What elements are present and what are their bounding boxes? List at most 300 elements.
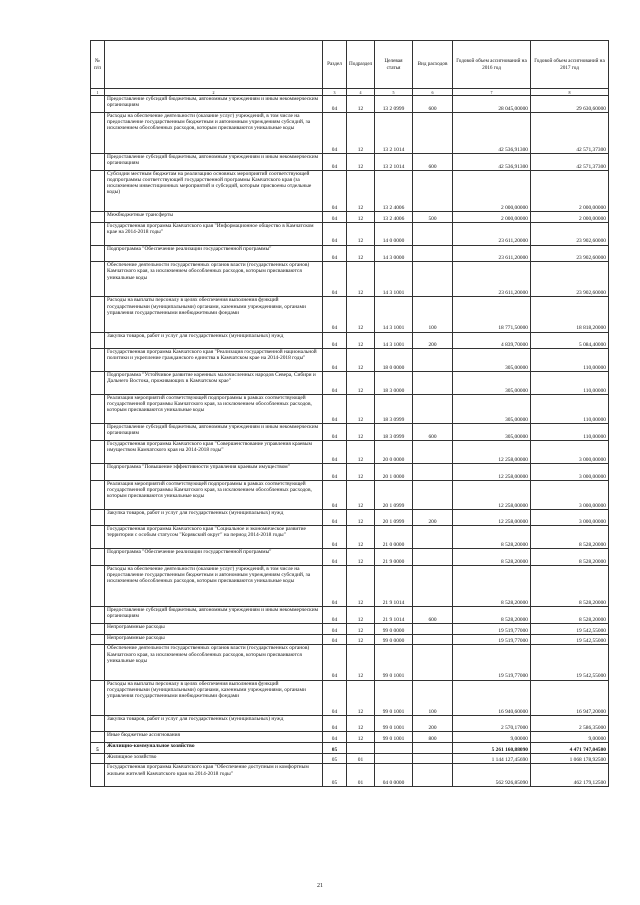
row-amount-2016: 18 771,50000 [453,297,531,332]
row-number: 5 [91,743,105,754]
row-amount-2016: 1 144 127,45690 [453,753,531,764]
row-target-article: 99 0 1001 [375,715,413,732]
row-amount-2016: 23 611,20000 [453,262,531,297]
row-podrazdel: 12 [347,732,375,743]
row-description: Расходы на выплаты персоналу в целях обеспечения выполнения функций государственными (муниципальными) органами, казенными учреждениями, органами управления государственными внебюджетными фондами [105,297,323,332]
column-number: 5 [375,89,413,96]
row-amount-2016: 42 536,91300 [453,112,531,153]
row-expense-type: 200 [413,509,453,526]
row-expense-type [413,395,453,424]
table-row [91,245,609,262]
row-expense-type: 600 [413,153,453,170]
column-number: 8 [531,89,609,96]
row-expense-type [413,645,453,680]
row-amount-2017: 4 471 747,04500 [531,743,609,754]
row-target-article: 21 9 1014 [375,566,413,607]
row-razdel: 04 [323,509,347,526]
row-razdel: 04 [323,715,347,732]
header-target-article: Целевая статья [375,41,413,89]
row-razdel: 04 [323,680,347,715]
row-podrazdel: 12 [347,715,375,732]
row-razdel: 04 [323,732,347,743]
row-number [91,764,105,787]
table-row [91,424,609,441]
table-row [91,634,609,645]
row-expense-type [413,480,453,509]
row-podrazdel: 12 [347,566,375,607]
row-razdel: 04 [323,297,347,332]
row-description: Расходы на выплаты персоналу в целях обеспечения выполнения функций государственными (муниципальными) органами, казенными учреждениями, органами управления государственными внебюджетными фондами [105,680,323,715]
row-amount-2017: 42 571,37300 [531,153,609,170]
row-number [91,732,105,743]
row-number [91,297,105,332]
row-number [91,332,105,349]
row-amount-2016: 5 261 160,88090 [453,743,531,754]
table-header-row [91,41,609,89]
row-razdel: 04 [323,153,347,170]
row-expense-type: 100 [413,680,453,715]
row-expense-type: 200 [413,332,453,349]
row-amount-2017: 3 000,00000 [531,463,609,480]
row-amount-2016: 2 000,00000 [453,211,531,222]
row-razdel: 04 [323,372,347,395]
row-podrazdel: 12 [347,624,375,635]
row-target-article: 18 3 0999 [375,395,413,424]
row-razdel: 05 [323,743,347,754]
table-row [91,607,609,624]
row-amount-2017: 2 000,00000 [531,211,609,222]
row-target-article: 13 2 1014 [375,153,413,170]
table-row [91,153,609,170]
table-row [91,680,609,715]
column-number: 6 [413,89,453,96]
row-amount-2016: 19 519,77000 [453,645,531,680]
row-amount-2016: 12 258,00000 [453,509,531,526]
table-row [91,764,609,787]
row-description: Государственная программа Камчатского края "Совершенствование управления краевым имуществом Камчатского края на 2014-2018 годы" [105,440,323,463]
table-row [91,211,609,222]
page-number: 21 [317,883,323,889]
row-number [91,262,105,297]
row-number [91,440,105,463]
row-amount-2017: 1 068 178,92500 [531,753,609,764]
table-row [91,743,609,754]
table-row [91,526,609,549]
column-number: 1 [91,89,105,96]
table-row [91,222,609,245]
row-target-article: 99 0 1001 [375,680,413,715]
row-amount-2016: 2 570,17000 [453,715,531,732]
row-description: Иные бюджетные ассигнования [105,732,323,743]
row-number [91,753,105,764]
row-number [91,715,105,732]
row-amount-2017: 110,00000 [531,372,609,395]
row-podrazdel: 12 [347,349,375,372]
row-amount-2017: 19 542,55000 [531,624,609,635]
row-description: Предоставление субсидий бюджетным, автономным учреждениям и иным некоммерческим организациям [105,153,323,170]
row-amount-2017: 2 586,35000 [531,715,609,732]
row-target-article [375,743,413,754]
table-row [91,480,609,509]
row-podrazdel: 12 [347,297,375,332]
row-amount-2016: 23 611,20000 [453,222,531,245]
row-description: Жилищное хозяйство [105,753,323,764]
row-expense-type [413,112,453,153]
row-amount-2017: 19 542,55000 [531,645,609,680]
row-expense-type [413,624,453,635]
row-amount-2016: 4 839,70000 [453,332,531,349]
row-number [91,645,105,680]
row-amount-2017: 462 179,12500 [531,764,609,787]
row-podrazdel: 12 [347,395,375,424]
row-description: Подпрограмма "Обеспечение реализации государственной программы" [105,549,323,566]
header-amount-2016: Годовой объем ассигнований на 2016 год [453,41,531,89]
table-row [91,297,609,332]
row-amount-2017: 29 630,60000 [531,96,609,113]
row-podrazdel: 01 [347,753,375,764]
row-number [91,222,105,245]
header-amount-2017: Годовой объем ассигнований на 2017 год [531,41,609,89]
row-podrazdel: 12 [347,634,375,645]
row-expense-type [413,463,453,480]
row-amount-2016: 8 528,20000 [453,607,531,624]
row-number [91,549,105,566]
row-amount-2017: 3 000,00000 [531,480,609,509]
row-razdel: 04 [323,645,347,680]
row-amount-2017: 19 542,55000 [531,634,609,645]
row-podrazdel: 12 [347,463,375,480]
table-row [91,624,609,635]
row-target-article: 99 0 0000 [375,634,413,645]
row-number [91,153,105,170]
row-number [91,96,105,113]
row-description: Предоставление субсидий бюджетным, автономным учреждениям и иным некоммерческим организациям [105,96,323,113]
row-razdel: 04 [323,634,347,645]
row-expense-type [413,566,453,607]
row-description: Субсидии местным бюджетам на реализацию основных мероприятий соответствующей подпрограммы соответствующей государственной программы Камчатского края (за исключением инвестиционных мероприятий и субсидий, которым присвоены отдельные коды) [105,170,323,211]
table-row [91,170,609,211]
row-razdel: 04 [323,566,347,607]
row-description: Закупка товаров, работ и услуг для государственных (муниципальных) нужд [105,509,323,526]
row-target-article: 13 2 4006 [375,211,413,222]
row-expense-type: 500 [413,211,453,222]
row-number [91,349,105,372]
header-name [105,41,323,89]
row-expense-type: 600 [413,607,453,624]
row-podrazdel: 12 [347,372,375,395]
row-description: Расходы на обеспечение деятельности (оказание услуг) учреждений, в том числе на предоставление государственным бюджетным и автономным учреждениям субсидий, за исключением обособленных расходов, которым присваиваются уникальные коды [105,566,323,607]
row-amount-2017: 8 528,20000 [531,549,609,566]
row-amount-2017: 110,00000 [531,395,609,424]
table-row [91,395,609,424]
row-expense-type [413,764,453,787]
row-podrazdel: 12 [347,480,375,509]
row-number [91,372,105,395]
row-target-article: 99 0 1001 [375,645,413,680]
row-amount-2017: 18 818,20000 [531,297,609,332]
row-podrazdel: 12 [347,645,375,680]
row-amount-2016: 12 258,00000 [453,480,531,509]
row-podrazdel: 01 [347,764,375,787]
row-number [91,211,105,222]
table-row [91,349,609,372]
row-description: Закупка товаров, работ и услуг для государственных (муниципальных) нужд [105,332,323,349]
row-podrazdel: 12 [347,549,375,566]
header-podrazdel: Подраздел [347,41,375,89]
table-row [91,112,609,153]
row-amount-2016: 305,00000 [453,372,531,395]
row-razdel: 04 [323,245,347,262]
row-razdel: 04 [323,170,347,211]
row-number [91,624,105,635]
row-amount-2016: 8 528,20000 [453,526,531,549]
row-amount-2017: 5 084,40000 [531,332,609,349]
row-target-article: 20 0 0000 [375,440,413,463]
row-description: Жилищно-коммунальное хозяйство [105,743,323,754]
row-amount-2016: 9,00000 [453,732,531,743]
row-razdel: 04 [323,112,347,153]
row-description: Закупка товаров, работ и услуг для государственных (муниципальных) нужд [105,715,323,732]
row-number [91,509,105,526]
row-target-article: 20 1 0999 [375,480,413,509]
row-description: Непрограммные расходы [105,624,323,635]
budget-table [90,40,609,787]
row-razdel: 05 [323,753,347,764]
row-amount-2016: 8 528,20000 [453,566,531,607]
row-razdel: 04 [323,463,347,480]
row-expense-type [413,245,453,262]
row-target-article: 18 0 0000 [375,349,413,372]
row-podrazdel: 12 [347,245,375,262]
row-target-article [375,753,413,764]
row-description: Предоставление субсидий бюджетным, автономным учреждениям и иным некоммерческим организациям [105,607,323,624]
row-amount-2017: 8 528,20000 [531,566,609,607]
table-row [91,715,609,732]
table-row [91,463,609,480]
row-amount-2017: 42 571,37300 [531,112,609,153]
row-expense-type: 200 [413,715,453,732]
column-number: 2 [105,89,323,96]
table-row [91,732,609,743]
row-number [91,526,105,549]
row-podrazdel: 12 [347,262,375,297]
row-description: Подпрограмма "Повышение эффективности управления краевым имуществом" [105,463,323,480]
row-target-article: 13 2 4006 [375,170,413,211]
row-expense-type: 600 [413,424,453,441]
header-expense-type: Вид расходов [413,41,453,89]
row-target-article: 14 3 1001 [375,262,413,297]
row-description: Реализация мероприятий соответствующей подпрограммы в рамках соответствующей государственной программы Камчатского края, за исключением обособленных расходов, которым присваиваются уникальные коды [105,480,323,509]
row-amount-2016: 305,00000 [453,424,531,441]
row-expense-type: 100 [413,297,453,332]
row-amount-2016: 28 045,00000 [453,96,531,113]
table-row [91,332,609,349]
row-amount-2017: 110,00000 [531,349,609,372]
row-razdel: 04 [323,262,347,297]
header-num: № п/п [91,41,105,89]
row-target-article: 21 9 1014 [375,607,413,624]
row-razdel: 05 [323,764,347,787]
row-number [91,112,105,153]
row-amount-2017: 110,00000 [531,424,609,441]
row-target-article: 14 3 0000 [375,245,413,262]
row-amount-2017: 23 902,60000 [531,222,609,245]
row-amount-2016: 19 519,77000 [453,634,531,645]
row-podrazdel: 12 [347,440,375,463]
row-number [91,480,105,509]
row-amount-2016: 23 611,20000 [453,245,531,262]
row-razdel: 04 [323,222,347,245]
row-podrazdel: 12 [347,222,375,245]
row-description: Государственная программа Камчатского края "Социальное и экономическое развитие территории с особым статусом "Корякский округ" на период 2014-2018 годы" [105,526,323,549]
row-podrazdel: 12 [347,332,375,349]
row-description: Межбюджетные трансферты [105,211,323,222]
row-amount-2017: 23 902,60000 [531,262,609,297]
row-description: Подпрограмма "Обеспечение реализации государственной программы" [105,245,323,262]
row-target-article: 21 0 0000 [375,526,413,549]
row-amount-2016: 19 519,77000 [453,624,531,635]
row-razdel: 04 [323,211,347,222]
row-target-article: 13 2 0999 [375,96,413,113]
row-expense-type [413,372,453,395]
row-razdel: 04 [323,440,347,463]
row-target-article: 21 9 0000 [375,549,413,566]
table-row [91,645,609,680]
row-number [91,607,105,624]
row-target-article: 14 3 1001 [375,332,413,349]
row-description: Подпрограмма "Устойчивое развитие коренных малочисленных народов Севера, Сибири и Дальнего Востока, проживающих в Камчатском крае" [105,372,323,395]
row-target-article: 99 0 1001 [375,732,413,743]
row-podrazdel: 12 [347,424,375,441]
column-number: 3 [323,89,347,96]
row-razdel: 04 [323,96,347,113]
row-number [91,424,105,441]
row-razdel: 04 [323,332,347,349]
row-expense-type [413,526,453,549]
row-amount-2017: 8 528,20000 [531,526,609,549]
row-description: Расходы на обеспечение деятельности (оказание услуг) учреждений, в том числе на предоставление государственным бюджетным и автономным учреждениям субсидий, за исключением обособленных расходов, которым присваиваются уникальные коды [105,112,323,153]
table-row [91,566,609,607]
row-number [91,170,105,211]
row-expense-type [413,743,453,754]
row-amount-2017: 2 000,00000 [531,170,609,211]
row-number [91,463,105,480]
row-razdel: 04 [323,395,347,424]
row-amount-2017: 3 000,00000 [531,440,609,463]
row-razdel: 04 [323,549,347,566]
row-razdel: 04 [323,349,347,372]
row-razdel: 04 [323,424,347,441]
row-target-article: 14 3 1001 [375,297,413,332]
row-amount-2017: 9,00000 [531,732,609,743]
row-expense-type [413,549,453,566]
row-expense-type [413,170,453,211]
row-expense-type [413,222,453,245]
row-podrazdel: 12 [347,680,375,715]
row-target-article: 18 3 0999 [375,424,413,441]
row-podrazdel: 12 [347,96,375,113]
row-number [91,395,105,424]
row-expense-type [413,262,453,297]
row-amount-2016: 12 258,00000 [453,463,531,480]
row-amount-2016: 2 000,00000 [453,170,531,211]
row-amount-2016: 8 528,20000 [453,549,531,566]
row-podrazdel: 12 [347,112,375,153]
column-number: 4 [347,89,375,96]
row-amount-2016: 305,00000 [453,395,531,424]
row-podrazdel: 12 [347,509,375,526]
row-expense-type: 800 [413,732,453,743]
row-amount-2016: 16 940,60000 [453,680,531,715]
row-target-article: 20 1 0000 [375,463,413,480]
row-amount-2017: 8 528,20000 [531,607,609,624]
column-number-row [91,89,609,96]
row-podrazdel: 12 [347,170,375,211]
row-description: Предоставление субсидий бюджетным, автономным учреждениям и иным некоммерческим организациям [105,424,323,441]
row-target-article: 99 0 0000 [375,624,413,635]
table-row [91,753,609,764]
row-razdel: 04 [323,480,347,509]
row-target-article: 04 0 0000 [375,764,413,787]
row-target-article: 14 0 0000 [375,222,413,245]
row-description: Обеспечение деятельности государственных органов власти (государственных органов) Камчатского края, за исключением обособленных расходов, которым присваиваются уникальные коды [105,645,323,680]
row-description: Непрограммные расходы [105,634,323,645]
row-razdel: 04 [323,526,347,549]
row-description: Государственная программа Камчатского края "Информационное общество в Камчатском крае на 2014-2018 годы" [105,222,323,245]
row-description: Государственная программа Камчатского края "Реализация государственной национальной политики и укрепление гражданского единства в Камчатском крае на 2014-2018 годы" [105,349,323,372]
table-row [91,96,609,113]
row-expense-type [413,634,453,645]
header-razdel: Раздел [323,41,347,89]
row-amount-2016: 305,00000 [453,349,531,372]
row-number [91,634,105,645]
table-body [91,96,609,787]
row-expense-type: 600 [413,96,453,113]
column-number: 7 [453,89,531,96]
row-amount-2017: 3 000,00000 [531,509,609,526]
row-target-article: 13 2 1014 [375,112,413,153]
row-podrazdel: 12 [347,211,375,222]
table-row [91,549,609,566]
row-amount-2016: 42 536,91300 [453,153,531,170]
row-amount-2017: 16 947,20000 [531,680,609,715]
table-row [91,440,609,463]
row-razdel: 04 [323,624,347,635]
row-expense-type [413,349,453,372]
row-number [91,566,105,607]
row-razdel: 04 [323,607,347,624]
table-row [91,372,609,395]
row-number [91,245,105,262]
row-expense-type [413,753,453,764]
row-amount-2016: 12 258,00000 [453,440,531,463]
row-description: Обеспечение деятельности государственных органов власти (государственных органов) Камчатского края, за исключением обособленных расходов, которым присваиваются уникальные коды [105,262,323,297]
row-target-article: 20 1 0999 [375,509,413,526]
row-amount-2017: 23 902,60000 [531,245,609,262]
row-target-article: 18 3 0000 [375,372,413,395]
row-podrazdel: 12 [347,607,375,624]
row-number [91,680,105,715]
row-podrazdel: 12 [347,153,375,170]
table-row [91,262,609,297]
row-podrazdel [347,743,375,754]
row-description: Реализация мероприятий соответствующей подпрограммы в рамках соответствующей государственной программы Камчатского края, за исключением обособленных расходов, которым присваиваются уникальные коды [105,395,323,424]
row-amount-2016: 562 926,85090 [453,764,531,787]
table-row [91,509,609,526]
row-podrazdel: 12 [347,526,375,549]
row-expense-type [413,440,453,463]
row-description: Государственная программа Камчатского края "Обеспечение доступным и комфортным жильем жителей Камчатского края на 2014-2018 годы" [105,764,323,787]
